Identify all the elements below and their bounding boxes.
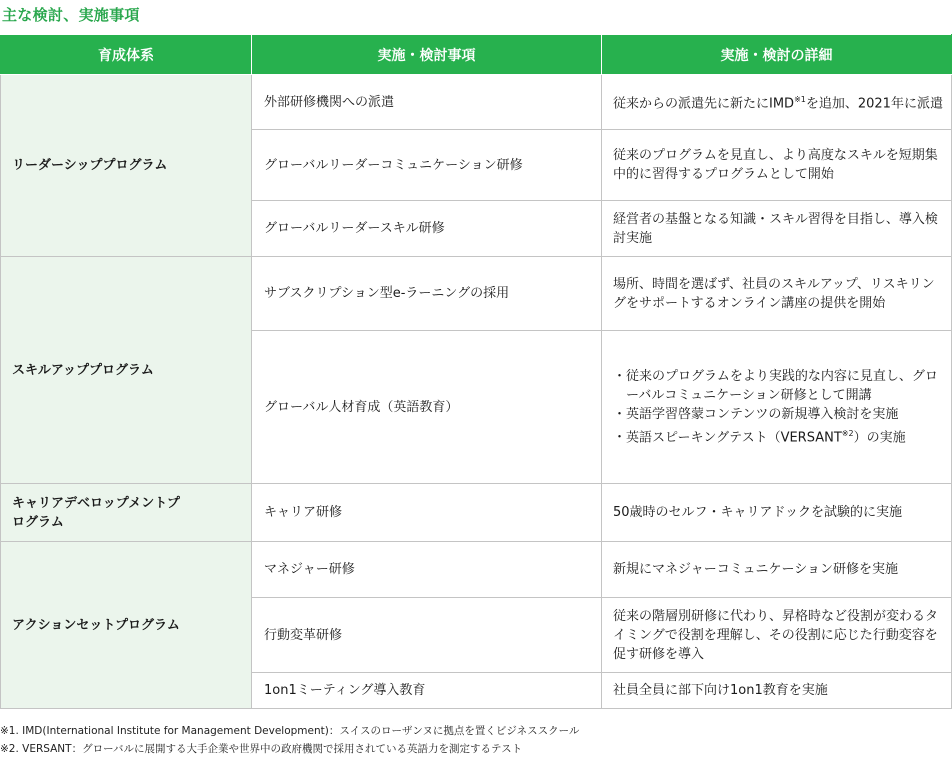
item-cell: サブスクリプション型e-ラーニングの採用 [252,257,602,331]
item-cell: 行動変革研修 [252,598,602,673]
header-items: 実施・検討事項 [252,35,602,75]
detail-cell: 場所、時間を選ばず、社員のスキルアップ、リスキリングをサポートするオンライン講座の提供を開始 [602,257,952,331]
footnote-2: ※2. VERSANT：グローバルに展開する大手企業や世界中の政府機関で採用されている英語力を測定するテスト [0,743,523,755]
detail-cell: 新規にマネジャーコミュニケーション研修を実施 [602,542,952,598]
item-cell: 外部研修機関への派遣 [252,75,602,130]
group-skillup: スキルアッププログラム [1,257,252,484]
detail-cell: 従来のプログラムを見直し、より高度なスキルを短期集中的に習得するプログラムとして開始 [602,130,952,201]
header-system: 育成体系 [1,35,252,75]
item-cell: グローバル人材育成（英語教育） [252,331,602,484]
header-details: 実施・検討の詳細 [602,35,952,75]
detail-cell: 経営者の基盤となる知識・スキル習得を目指し、導入検討実施 [602,201,952,257]
group-career: キャリアデベロップメントプログラム [1,484,252,542]
table-row [1,75,952,130]
item-cell: グローバルリーダーコミュニケーション研修 [252,130,602,201]
list-item: ・ 英語スピーキングテスト（VERSANT$^{※2}$）の実施 [613,424,943,447]
table-row [1,542,952,598]
table-header-row [1,35,952,75]
item-cell: グローバルリーダースキル研修 [252,201,602,257]
detail-cell: 従来からの派遣先に新たにIMD$^{※1}$を追加、2021年に派遣 [602,75,952,130]
list-item: ・ 従来のプログラムをより実践的な内容に見直し、グローバルコミュニケーション研修として開講 [613,367,943,405]
detail-cell: 従来の階層別研修に代わり、昇格時など役割が変わるタイミングで役割を理解し、その役割に応じた行動変容を促す研修を導入 [602,598,952,673]
footnotes [0,722,579,758]
detail-cell: 50歳時のセルフ・キャリアドックを試験的に実施 [602,484,952,542]
group-actionset: アクションセットプログラム [1,542,252,709]
group-leadership: リーダーシッププログラム [1,75,252,257]
table-row [1,484,952,542]
training-table [0,34,952,709]
item-cell: キャリア研修 [252,484,602,542]
item-cell: マネジャー研修 [252,542,602,598]
item-cell: 1on1ミーティング導入教育 [252,673,602,709]
detail-cell [602,331,952,484]
table-row [1,257,952,331]
bullet-list [613,367,943,447]
list-item: ・ 英語学習啓蒙コンテンツの新規導入検討を実施 [613,405,943,424]
detail-cell: 社員全員に部下向け1on1教育を実施 [602,673,952,709]
page-title: 主な検討、実施事項 [2,6,140,24]
footnote-1: ※1. IMD(International Institute for Management Development)：スイスのローザンヌに拠点を置くビジネススクール [0,725,580,737]
